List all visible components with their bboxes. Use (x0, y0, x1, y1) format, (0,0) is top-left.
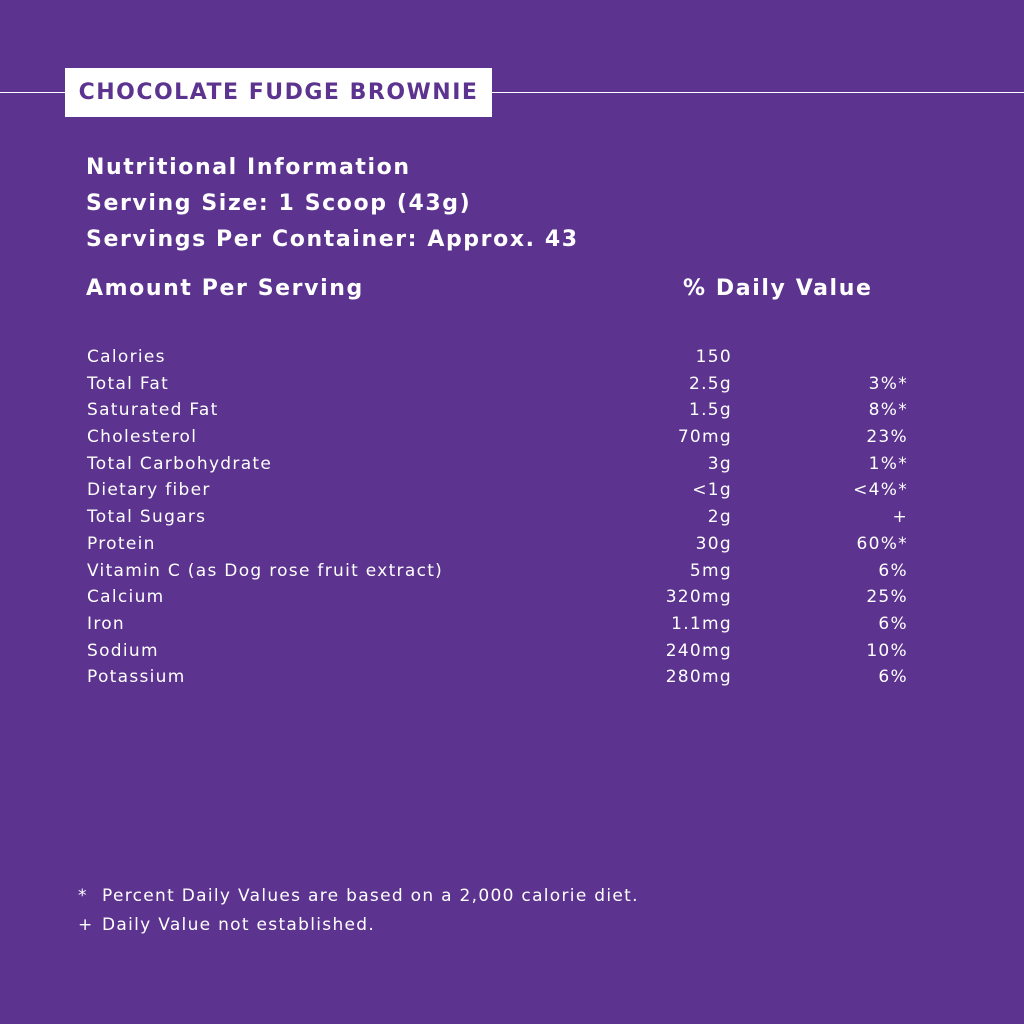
table-row (0, 397, 1024, 424)
nutrient-daily-value: + (892, 507, 908, 528)
table-row (0, 611, 1024, 638)
nutrient-amount: 5mg (689, 560, 732, 581)
nutrient-daily-value: 6% (878, 560, 908, 581)
nutrient-daily-value: 25% (866, 587, 908, 608)
nutrient-table (0, 344, 1024, 691)
table-row (0, 424, 1024, 451)
table-row (0, 344, 1024, 371)
nutrition-header (86, 150, 579, 258)
nutrient-amount: 240mg (665, 640, 732, 661)
table-row (0, 638, 1024, 665)
nutrient-daily-value: 10% (866, 640, 908, 661)
serving-size: Serving Size: 1 Scoop (43g) (86, 191, 472, 216)
table-row (0, 584, 1024, 611)
nutrient-amount: 280mg (665, 667, 732, 688)
nutrient-name: Protein (87, 533, 156, 554)
nutrient-amount: 150 (695, 347, 732, 367)
footnote-asterisk-text: Percent Daily Values are based on a 2,000 calorie diet. (102, 886, 639, 906)
nutrient-amount: 3g (707, 453, 732, 474)
nutrition-heading: Nutritional Information (86, 155, 411, 180)
nutrient-daily-value: 60%* (856, 533, 908, 554)
plus-mark: + (78, 915, 94, 935)
nutrient-name: Potassium (87, 667, 186, 688)
nutrient-daily-value: 3%* (868, 373, 908, 394)
servings-per-container: Servings Per Container: Approx. 43 (86, 227, 579, 252)
nutrient-daily-value: <4%* (853, 480, 908, 501)
nutrient-name: Total Sugars (87, 507, 207, 528)
table-row (0, 664, 1024, 691)
nutrient-name: Total Fat (87, 373, 170, 394)
amount-column-heading: Amount Per Serving (86, 276, 364, 301)
footnotes (78, 882, 639, 940)
footnote-plus (78, 911, 639, 940)
product-title-box (65, 68, 492, 117)
nutrient-name: Iron (87, 613, 126, 634)
nutrient-name: Sodium (87, 640, 159, 661)
table-row (0, 477, 1024, 504)
nutrient-amount: 320mg (665, 587, 732, 608)
nutrient-amount: 1.1mg (671, 613, 732, 634)
nutrient-name: Saturated Fat (87, 400, 219, 421)
nutrient-daily-value: 6% (878, 667, 908, 688)
table-row (0, 558, 1024, 585)
nutrient-name: Vitamin C (as Dog rose fruit extract) (87, 560, 444, 581)
nutrient-amount: 70mg (677, 427, 732, 448)
asterisk-mark: * (78, 886, 88, 906)
nutrient-amount: <1g (692, 480, 732, 501)
table-row (0, 531, 1024, 558)
footnote-plus-text: Daily Value not established. (102, 915, 376, 935)
table-row (0, 451, 1024, 478)
nutrient-amount: 2g (707, 507, 732, 528)
table-row (0, 371, 1024, 398)
footnote-asterisk (78, 882, 639, 911)
nutrient-amount: 2.5g (688, 373, 732, 394)
nutrient-daily-value: 1%* (868, 453, 908, 474)
table-row (0, 504, 1024, 531)
nutrient-name: Dietary fiber (87, 480, 211, 501)
product-title: CHOCOLATE FUDGE BROWNIE (78, 80, 479, 105)
nutrient-name: Calcium (87, 587, 165, 608)
daily-value-column-heading: % Daily Value (683, 276, 873, 301)
nutrient-daily-value: 23% (866, 427, 908, 448)
nutrient-amount: 1.5g (688, 400, 732, 421)
nutrient-amount: 30g (695, 533, 732, 554)
nutrient-daily-value: 8%* (868, 400, 908, 421)
nutrient-name: Total Carbohydrate (87, 453, 273, 474)
nutrient-name: Calories (87, 347, 166, 367)
nutrient-name: Cholesterol (87, 427, 198, 448)
nutrient-daily-value: 6% (878, 613, 908, 634)
